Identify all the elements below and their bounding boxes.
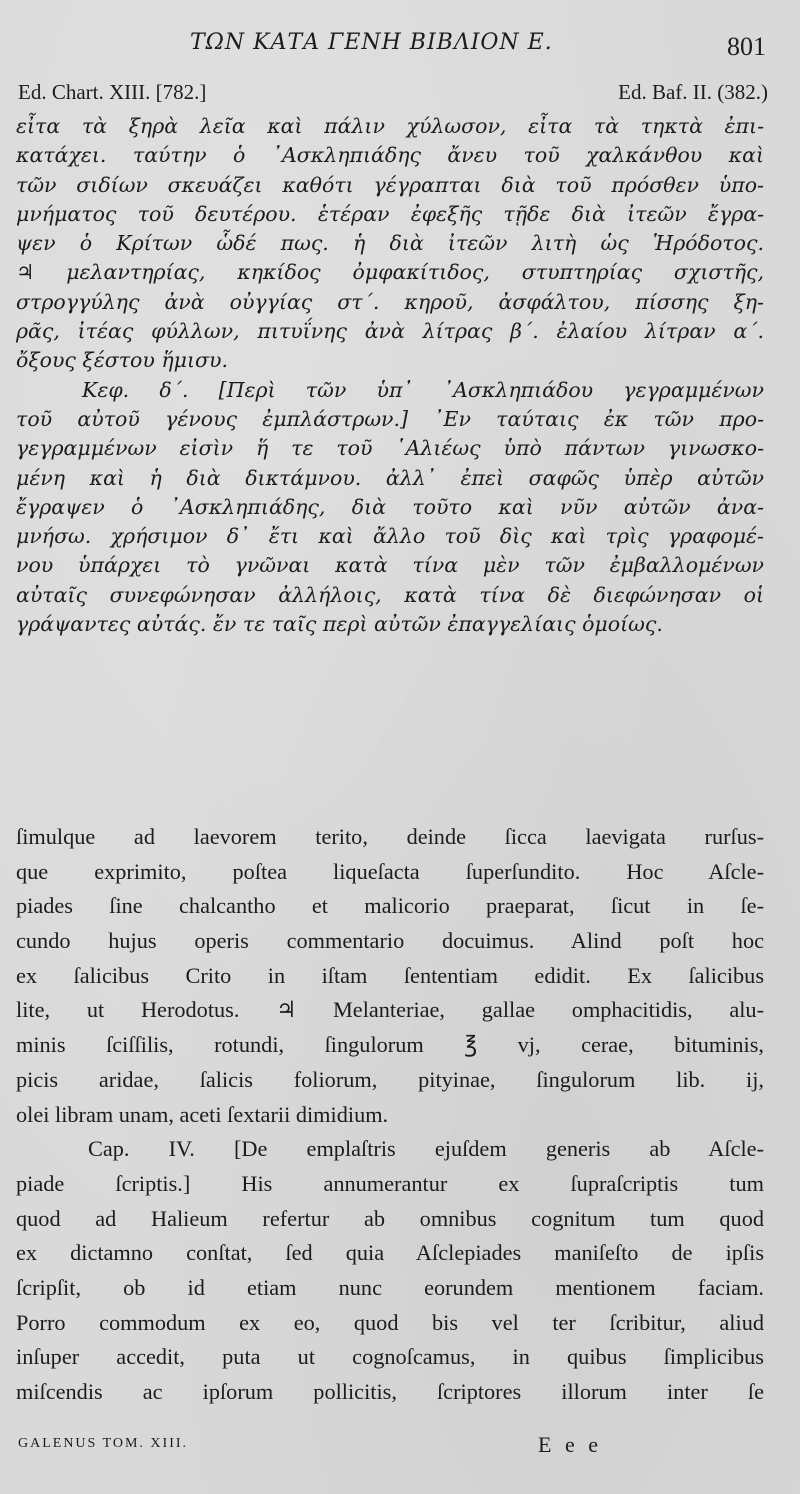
latin-line: ſimulque ad laevorem terito, deinde ſicca laevigata rurſus-: [16, 824, 764, 849]
edition-basel-ref: Ed. Baf. II. (382.): [618, 80, 768, 104]
greek-line: τοῦ αὐτοῦ γένους ἐμπλάστρων.] ᾿Εν ταύταις ἐκ τῶν προ-: [16, 406, 764, 431]
latin-line: Porro commodum ex eo, quod bis vel ter ſcribitur, aliud: [16, 1309, 764, 1335]
latin-line: que exprimito, poſtea liqueſacta ſuperſundito. Hoc Aſcle-: [16, 858, 764, 884]
latin-chapter-heading: Cap. IV. [De emplaſtris ejuſdem generis ab Aſcle-: [88, 1136, 764, 1162]
greek-line: μένη καὶ ἡ διὰ δικτάμνου. ἀλλ᾿ ἐπεὶ σαφῶς ὑπὲρ αὐτῶν: [16, 465, 764, 490]
volume-label: GALENUS TOM. XIII.: [18, 1436, 189, 1451]
latin-line: piade ſcriptis.] His annumerantur ex ſupraſcriptis tum: [16, 1170, 764, 1196]
latin-line: ex ſalicibus Crito in iſtam ſententiam edidit. Ex ſalicibus: [16, 962, 764, 988]
greek-line: εἶτα τὰ ξηρὰ λεῖα καὶ πάλιν χύλωσον, εἶτα τὰ τηκτὰ ἐπι-: [16, 114, 764, 138]
greek-line: αὐταῖς συνεφώνησαν ἀλλήλοις, κατὰ τίνα δὲ διεφώνησαν οἱ: [16, 582, 764, 607]
greek-line: ρᾶς, ἰτέας φύλλων, πιτυΐνης ἀνὰ λίτρας β΄. ἐλαίου λίτραν α΄.: [16, 319, 764, 344]
greek-text: [16, 112, 764, 639]
running-head: [0, 30, 800, 70]
running-title: ΤΩΝ ΚΑΤΑ ΓΕΝΗ ΒΙΒΛΙΟΝ Ε.: [190, 30, 553, 55]
greek-line: κατάχει. ταύτην ὁ ᾿Ασκληπιάδης ἄνευ τοῦ χαλκάνθου καὶ: [16, 143, 764, 168]
latin-line: miſcendis ac ipſorum pollicitis, ſcriptores illorum inter ſe: [16, 1379, 764, 1404]
latin-line: cundo hujus operis commentario docuimus. Alind poſt hoc: [16, 928, 764, 954]
page-number: 801: [727, 32, 766, 61]
page-footer: [18, 1432, 758, 1462]
greek-line: ὄξους ξέστου ἥμισυ.: [16, 348, 228, 373]
latin-line: quod ad Halieum refertur ab omnibus cognitum tum quod: [16, 1205, 764, 1231]
edition-chartier-ref: Ed. Chart. XIII. [782.]: [18, 80, 207, 104]
greek-line: ♃ μελαντηρίας, κηκίδος ὀμφακίτιδος, στυπτηρίας σχιστῆς,: [16, 260, 764, 285]
greek-line: τῶν σιδίων σκευάζει καθότι γέγραπται διὰ τοῦ πρόσθεν ὑπο-: [16, 172, 764, 197]
latin-line: ſcripſit, ob id etiam nunc eorundem mentionem faciam.: [16, 1274, 764, 1300]
greek-line: νου ὑπάρχει τὸ γνῶναι κατὰ τίνα μὲν τῶν ἐμβαλλομένων: [16, 553, 764, 578]
latin-line: picis aridae, ſalicis foliorum, pityinae, ſingulorum lib. ij,: [16, 1066, 764, 1092]
latin-line: inſuper accedit, puta ut cognoſcamus, in quibus ſimplicibus: [16, 1344, 764, 1370]
latin-line: olei libram unam, aceti ſextarii dimidium.: [16, 1101, 389, 1127]
latin-line: ex dictamno conſtat, ſed quia Aſclepiades maniſeſto de ipſis: [16, 1240, 764, 1266]
greek-line: στρογγύλης ἀνὰ οὐγγίας στ΄. κηροῦ, ἀσφάλτου, πίσσης ξη-: [16, 289, 764, 314]
latin-text: [16, 820, 764, 1410]
greek-line: ψεν ὁ Κρίτων ὧδέ πως. ἡ διὰ ἰτεῶν λιτὴ ὡς Ἡρόδοτος.: [16, 231, 764, 256]
latin-line: minis ſciſſilis, rotundi, ſingulorum ℥ vj, cerae, bituminis,: [16, 1032, 764, 1058]
greek-chapter-heading: Κεφ. δ΄. [Περὶ τῶν ὑπ᾿ ᾿Ασκληπιάδου γεγραμμένων: [82, 377, 764, 402]
signature-mark: E e e: [538, 1432, 602, 1457]
greek-line: μνήσω. χρήσιμον δ᾿ ἔτι καὶ ἄλλο τοῦ δὶς καὶ τρὶς γραφομέ-: [16, 524, 764, 549]
greek-line: γεγραμμένων εἰσὶν ἥ τε τοῦ ῾Αλιέως ὑπὸ πάντων γινωσκο-: [16, 436, 764, 461]
latin-line: lite, ut Herodotus. ♃ Melanteriae, gallae omphacitidis, alu-: [16, 997, 764, 1023]
greek-line: ἔγραψεν ὁ ᾿Ασκληπιάδης, διὰ τοῦτο καὶ νῦν αὐτῶν ἀνα-: [16, 494, 764, 519]
edition-references: [18, 80, 768, 110]
greek-line: γράψαντες αὐτάς. ἔν τε ταῖς περὶ αὐτῶν ἐπαγγελίαις ὁμοίως.: [16, 612, 663, 637]
latin-line: piades ſine chalcantho et malicorio praeparat, ſicut in ſe-: [16, 893, 764, 919]
greek-line: μνήματος τοῦ δευτέρου. ἑτέραν ἐφεξῆς τῇδε διὰ ἰτεῶν ἔγρα-: [16, 201, 764, 226]
